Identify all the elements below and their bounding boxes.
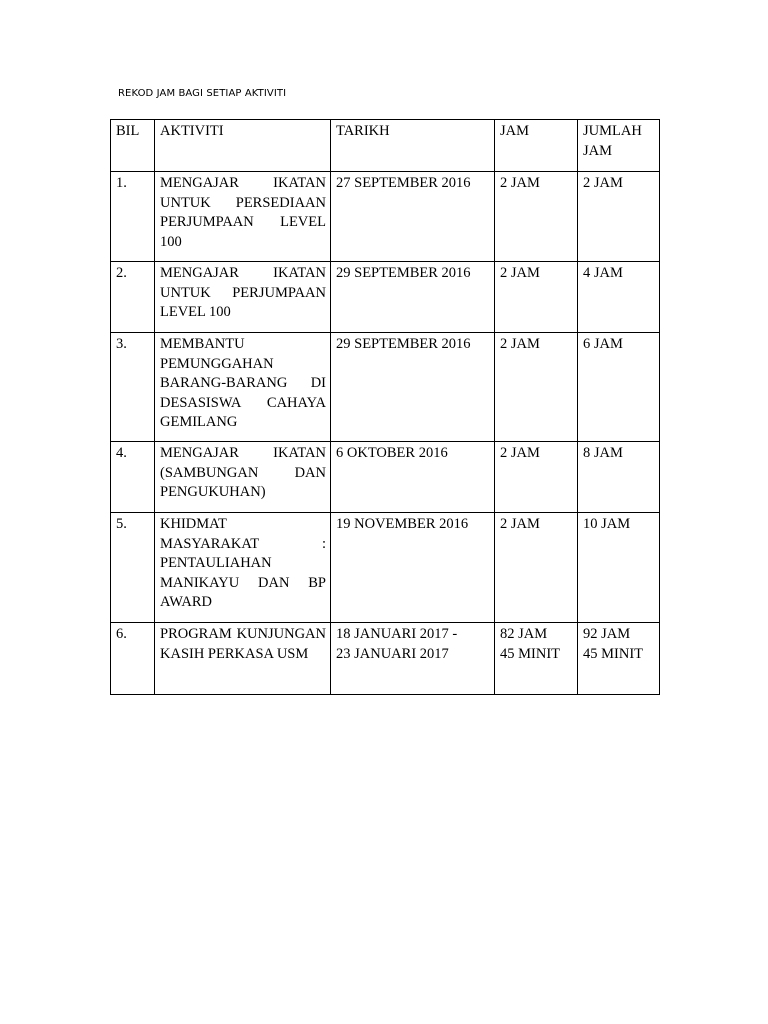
cell-jam bbox=[495, 333, 578, 442]
header-jam: JAM bbox=[495, 120, 578, 172]
table-header-row bbox=[111, 120, 660, 172]
cell-jam-line1: 2 JAM bbox=[500, 445, 540, 461]
cell-jumlah-jam bbox=[578, 333, 660, 442]
cell-jumlah-jam bbox=[578, 172, 660, 262]
cell-tarikh-line1: 19 NOVEMBER 2016 bbox=[336, 516, 469, 532]
cell-jumlah-line1: 8 JAM bbox=[583, 445, 623, 461]
table-row bbox=[111, 442, 660, 513]
header-jumlah-line1: JUMLAH bbox=[583, 123, 642, 139]
cell-bil: 2. bbox=[111, 262, 155, 333]
cell-aktiviti: MENGAJAR IKATAN UNTUK PERSEDIAAN PERJUMPAAN LEVEL 100 bbox=[155, 172, 331, 262]
cell-jam bbox=[495, 442, 578, 513]
cell-aktiviti: MEMBANTU PEMUNGGAHAN BARANG-BARANG DI DESASISWA CAHAYA GEMILANG bbox=[155, 333, 331, 442]
cell-jam-line1: 2 JAM bbox=[500, 336, 540, 352]
cell-tarikh bbox=[331, 172, 495, 262]
cell-jam-line1: 2 JAM bbox=[500, 175, 540, 191]
cell-tarikh-line1: 27 SEPTEMBER 2016 bbox=[336, 175, 471, 191]
cell-jumlah-line1: 92 JAM bbox=[583, 626, 631, 642]
table-row bbox=[111, 262, 660, 333]
header-tarikh: TARIKH bbox=[331, 120, 495, 172]
cell-tarikh bbox=[331, 442, 495, 513]
cell-jumlah-jam bbox=[578, 623, 660, 695]
cell-jumlah-line1: 2 JAM bbox=[583, 175, 623, 191]
cell-tarikh bbox=[331, 262, 495, 333]
header-jumlah-line2: JAM bbox=[583, 142, 613, 159]
cell-jam-line1: 2 JAM bbox=[500, 265, 540, 281]
cell-jam bbox=[495, 513, 578, 623]
cell-aktiviti: PROGRAM KUNJUNGAN KASIH PERKASA USM bbox=[155, 623, 331, 695]
table-row bbox=[111, 513, 660, 623]
cell-jam bbox=[495, 172, 578, 262]
cell-aktiviti: KHIDMAT MASYARAKAT : PENTAULIAHAN MANIKAYU DAN BP AWARD bbox=[155, 513, 331, 623]
activity-hours-table bbox=[110, 119, 660, 695]
cell-bil: 5. bbox=[111, 513, 155, 623]
cell-tarikh bbox=[331, 513, 495, 623]
header-aktiviti: AKTIVITI bbox=[155, 120, 331, 172]
cell-tarikh bbox=[331, 333, 495, 442]
cell-tarikh-line1: 6 OKTOBER 2016 bbox=[336, 445, 448, 461]
cell-jam bbox=[495, 262, 578, 333]
cell-tarikh-line1: 29 SEPTEMBER 2016 bbox=[336, 265, 471, 281]
cell-aktiviti: MENGAJAR IKATAN UNTUK PERJUMPAAN LEVEL 100 bbox=[155, 262, 331, 333]
cell-bil: 3. bbox=[111, 333, 155, 442]
cell-jumlah-line1: 6 JAM bbox=[583, 336, 623, 352]
cell-jumlah-line1: 4 JAM bbox=[583, 265, 623, 281]
table-row bbox=[111, 623, 660, 695]
cell-jumlah-jam bbox=[578, 442, 660, 513]
table-row bbox=[111, 172, 660, 262]
cell-bil: 4. bbox=[111, 442, 155, 513]
cell-tarikh-line1: 29 SEPTEMBER 2016 bbox=[336, 336, 471, 352]
cell-bil: 1. bbox=[111, 172, 155, 262]
document-title: REKOD JAM BAGI SETIAP AKTIVITI bbox=[118, 88, 287, 99]
cell-jumlah-line2: 45 MINIT bbox=[583, 645, 644, 662]
cell-bil: 6. bbox=[111, 623, 155, 695]
header-bil: BIL bbox=[111, 120, 155, 172]
cell-tarikh-line2: 23 JANUARI 2017 bbox=[336, 645, 449, 662]
table-row bbox=[111, 333, 660, 442]
header-jumlah-jam bbox=[578, 120, 660, 172]
cell-jam-line1: 2 JAM bbox=[500, 516, 540, 532]
cell-jam-line2: 45 MINIT bbox=[500, 645, 561, 662]
cell-jam bbox=[495, 623, 578, 695]
cell-jam-line1: 82 JAM bbox=[500, 626, 548, 642]
cell-tarikh-line1: 18 JANUARI 2017 - bbox=[336, 626, 458, 642]
cell-jumlah-jam bbox=[578, 262, 660, 333]
cell-jumlah-line1: 10 JAM bbox=[583, 516, 631, 532]
cell-aktiviti: MENGAJAR IKATAN (SAMBUNGAN DAN PENGUKUHAN) bbox=[155, 442, 331, 513]
cell-jumlah-jam bbox=[578, 513, 660, 623]
cell-tarikh bbox=[331, 623, 495, 695]
